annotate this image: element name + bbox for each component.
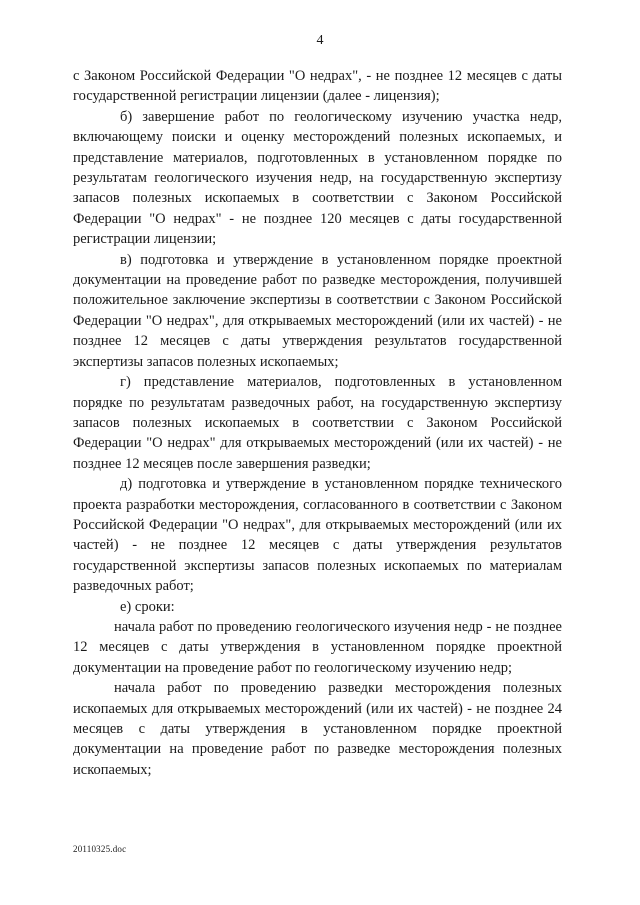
paragraph-item-v: в) подготовка и утверждение в установленном порядке проектной документации на проведение работ по разведке месторождения, получившей положительное заключение экспертизы в соответствии с Законом Российской Федерации "О недрах", для открываемых месторождений (или их частей) - не позднее 12 месяцев с даты утверждения результатов государственной экспертизы запасов полезных ископаемых;: [73, 251, 562, 370]
paragraph-item-b: б) завершение работ по геологическому изучению участка недр, включающему поиски и оценку месторождений полезных ископаемых, и представление материалов, подготовленных в установленном порядке по результатам геологического изучения недр, на государственную экспертизу запасов полезных ископаемых в соответствии с Законом Российской Федерации "О недрах" - не позднее 120 месяцев с даты государственной регистрации лицензии;: [73, 108, 562, 248]
paragraph-continuation: с Законом Российской Федерации "О недрах", - не позднее 12 месяцев с даты государственной регистрации лицензии (далее - лицензия);: [73, 68, 562, 105]
paragraph-term-exploration: начала работ по проведению разведки месторождения полезных ископаемых для открываемых месторождений (или их частей) - не позднее 24 месяцев с даты утверждения в установленном порядке проектной документации на проведение работ по разведке месторождения полезных ископаемых;: [73, 680, 562, 778]
paragraph-item-g: г) представление материалов, подготовленных в установленном порядке по результатам разведочных работ, на государственную экспертизу запасов полезных ископаемых в соответствии с Законом Российской Федерации "О недрах" для открываемых месторождений (или их частей) - не позднее 12 месяцев после завершения разведки;: [73, 374, 562, 472]
paragraph-item-e: е) сроки:: [120, 598, 175, 615]
document-body: [73, 66, 562, 780]
paragraph-term-geological-study: начала работ по проведению геологического изучения недр - не позднее 12 месяцев с даты утверждения в установленном порядке проектной документации на проведение работ по геологическому изучению недр;: [73, 618, 562, 676]
page-number: 4: [316, 33, 324, 48]
footer-filename: 20110325.doc: [73, 844, 127, 854]
paragraph-item-d: д) подготовка и утверждение в установленном порядке технического проекта разработки месторождения, согласованного в соответствии с Законом Российской Федерации "О недрах", для открываемых месторождений (или их частей) - не позднее 12 месяцев с даты утверждения результатов государственной экспертизы запасов полезных ископаемых по материалам разведочных работ;: [73, 476, 562, 595]
